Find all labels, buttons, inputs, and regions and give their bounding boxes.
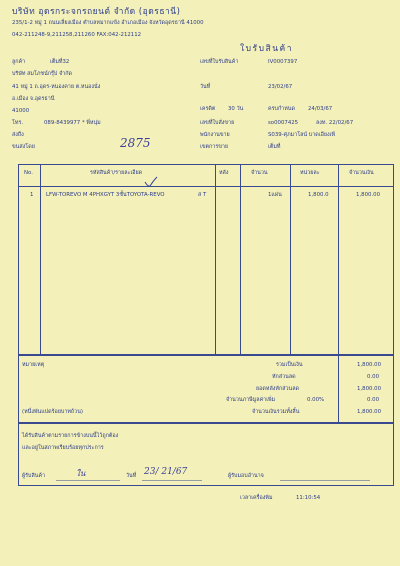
row-desc: LFW-TOREVO M 4PHXGYT 3ชั้นTOYOTA-REVO — [46, 192, 165, 198]
ref-value: so0007425 — [268, 120, 299, 126]
ref-date: ลงท. 22/02/67 — [316, 120, 354, 126]
customer-addr1: 41 หมู่ 1 ถ.อุดร-หนองคาย ต.หนองนั่ง — [12, 84, 101, 90]
col-no: No. — [24, 170, 33, 176]
sales-label: พนักงานขาย — [200, 132, 230, 138]
after-discount-value: 1,800.00 — [357, 386, 382, 392]
grand-total-label: จำนวนเงินรวมทั้งสิ้น — [252, 409, 300, 415]
company-phone: 042-211248-9,211258,211260 FAX:042-212112 — [12, 32, 142, 38]
due-value: 24/03/67 — [308, 106, 333, 112]
thai-amount: (หนึ่งพันแปดร้อยบาทถ้วน) — [22, 409, 83, 415]
date-label: วันที่ — [200, 84, 211, 90]
col-mark: หลัง — [219, 170, 229, 176]
handwritten-number: 2875 — [120, 136, 151, 150]
receipt-date-label: วันที่ — [126, 473, 137, 479]
col-qty: จำนวน — [251, 170, 268, 176]
subtotal-label: รวมเป็นเงิน — [276, 362, 303, 368]
receipt-date-hand: 23/ 21/67 — [144, 467, 188, 477]
authorized-label: ผู้รับมอบอำนาจ — [228, 473, 264, 479]
row-mark: ส T — [198, 192, 207, 198]
grand-total-value: 1,800.00 — [357, 409, 382, 415]
credit-label: เครดิต — [200, 106, 216, 112]
due-label: ครบกำหนด — [268, 106, 295, 112]
row-no: 1 — [30, 192, 34, 198]
customer-addr2: อ.เมือง จ.อุดรธานี — [12, 96, 55, 102]
col-price: หน่วยละ — [300, 170, 320, 176]
row-amount: 1,800.00 — [356, 192, 381, 198]
customer-phone-label: โทร. — [12, 120, 24, 126]
ref-label: เลขที่ใบสั่งขาย — [200, 120, 235, 126]
col-amount: จำนวนเงิน — [349, 170, 374, 176]
company-address: 235/1-2 หมู่ 1 ถนนเลี่ยงเมือง ตำบลหมากแข้ง อำเภอเมือง จังหวัดอุดรธานี 41000 — [12, 20, 204, 26]
vat-label: จำนวนภาษีมูลค่าเพิ่ม — [226, 397, 276, 403]
subtotal-value: 1,800.00 — [357, 362, 382, 368]
ship-by-label: ขนส่งโดย — [12, 144, 35, 150]
discount-label: หักส่วนลด — [272, 374, 296, 380]
ship-to-label: ส่งถึง — [12, 132, 24, 138]
credit-value: 30 วัน — [228, 106, 244, 112]
doc-no: IV0007397 — [268, 59, 298, 65]
table-header-divider — [18, 186, 393, 187]
doc-no-label: เลขที่ใบรับสินค้า — [200, 59, 239, 65]
doc-title: ใบรับสินค้า — [240, 44, 293, 54]
check-mark-icon — [143, 175, 159, 189]
vat-value: 0.00 — [367, 397, 380, 403]
company-name: บริษัท อุดรกระจกรถยนต์ จำกัด (อุดรธานี) — [12, 7, 181, 17]
customer-code: เต็มที่32 — [50, 59, 70, 65]
tax-label: เขตการขาย — [200, 144, 229, 150]
sales-value: S039-ศุภมาโลน์ บาดเอียงเพี — [268, 132, 336, 138]
note-label: หมายเหตุ — [22, 362, 45, 368]
row-qty: 1แผ่น — [268, 192, 282, 198]
after-discount-label: ยอดหลังหักส่วนลด — [256, 386, 300, 392]
print-time-label: เวลาเครื่องพิม — [240, 495, 273, 501]
receipt-note-1: ได้รับสินค้าตามรายการข้างบนนี้ไว้ถูกต้อง — [22, 433, 119, 439]
print-time: 11:10:54 — [296, 495, 321, 501]
customer-zip: 41000 — [12, 108, 30, 114]
discount-value: 0.00 — [367, 374, 380, 380]
footer-box — [18, 422, 394, 486]
row-price: 1,800.0 — [308, 192, 329, 198]
receipt-note-2: และอยู่ในสภาพเรียบร้อยทุกประการ — [22, 445, 104, 451]
date-value: 23/02/67 — [268, 84, 293, 90]
col-desc: รหัสสินค้า/รายละเอียด — [90, 170, 143, 176]
customer-phone: 089-8439977 * พี่หนุ่ม — [44, 120, 101, 126]
receiver-label: ผู้รับสินค้า — [22, 473, 46, 479]
tax-value: เต็มที่ — [268, 144, 281, 150]
vat-pct: 0.00% — [307, 397, 325, 403]
customer-name: บริษัท สมโภชน์กรุ๊ป จำกัด — [12, 71, 73, 77]
receiver-signature: ใน — [76, 469, 86, 478]
customer-code-label: ลูกค้า — [12, 59, 26, 65]
